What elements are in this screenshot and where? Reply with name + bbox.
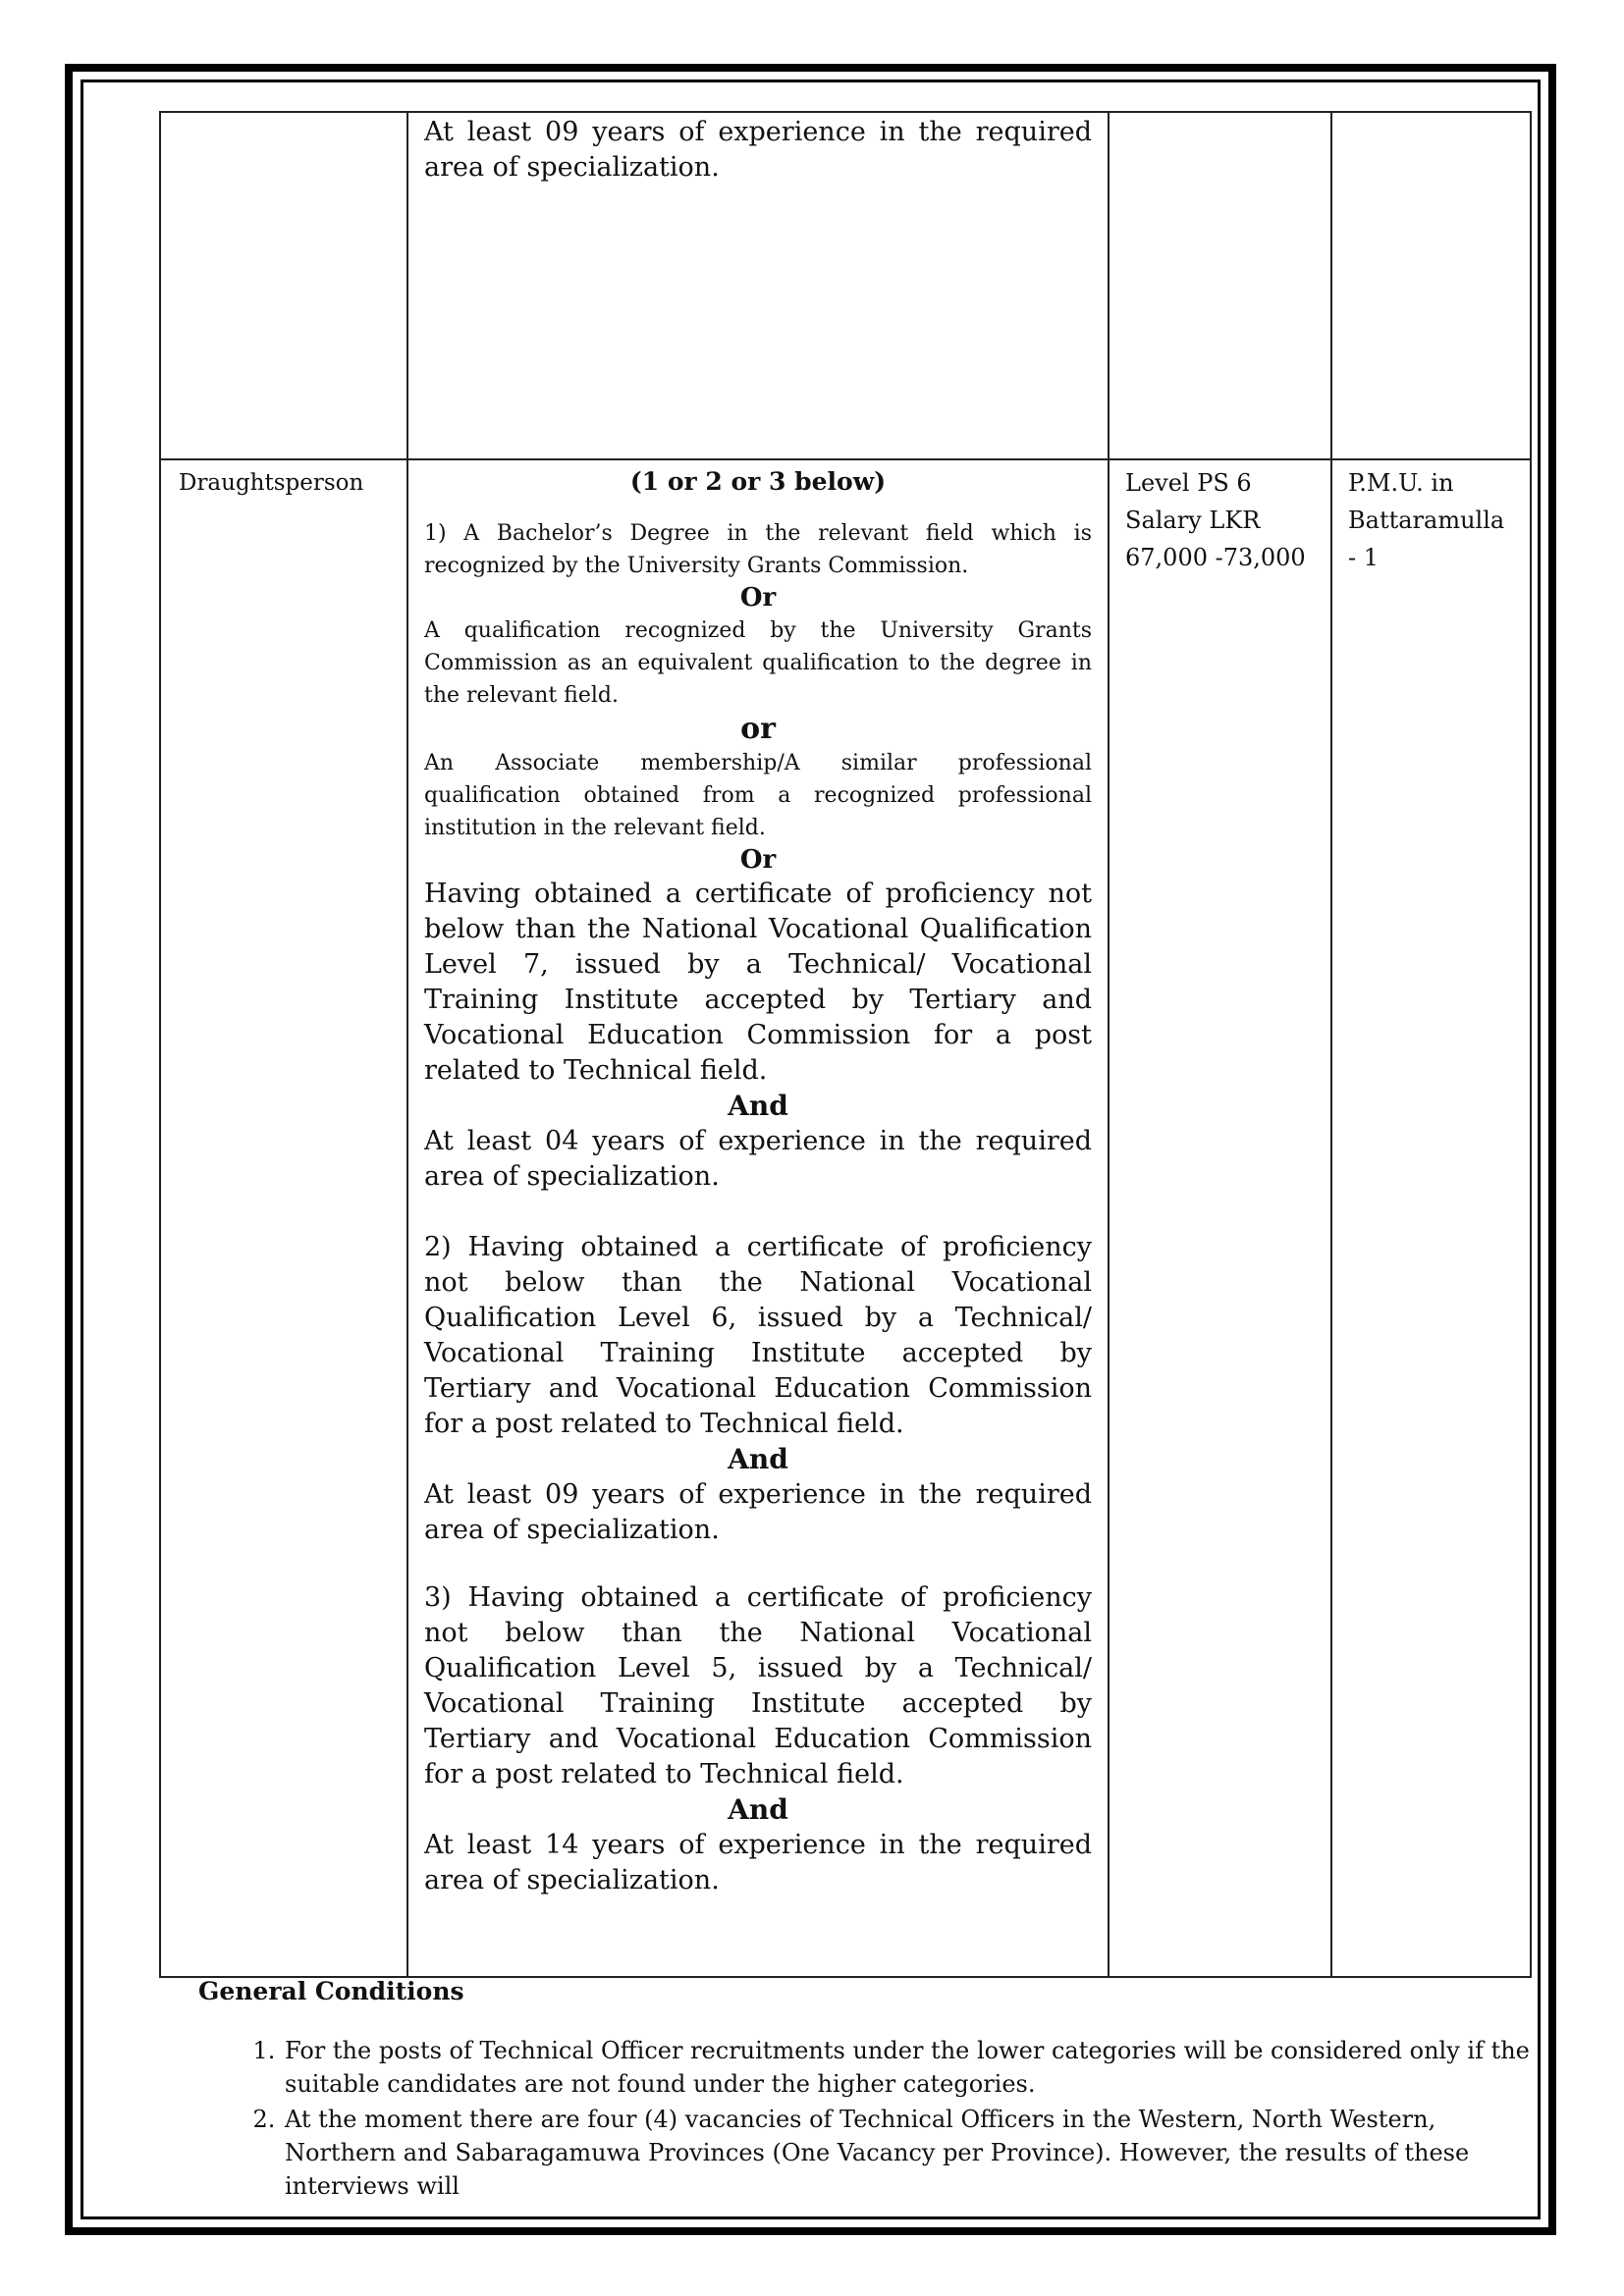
location-line: Battaramulla: [1348, 507, 1505, 534]
associate-membership: An Associate membership/A similar professional qualification obtained from a recognized professional institution in the relevant field.: [424, 751, 1092, 840]
list-item: 1. For the posts of Technical Officer recruitments under the lower categories will be considered only if the suitable candidates are not found under the higher categories.: [283, 2034, 1549, 2101]
experience-requirement: At least 09 years of experience in the required area of specialization.: [424, 117, 1092, 183]
salary-cell-empty: [1109, 112, 1331, 459]
experience-requirement: At least 04 years of experience in the required area of specialization.: [424, 1126, 1092, 1192]
and-separator: And: [728, 1793, 788, 1826]
location-vacancies: - 1: [1348, 544, 1380, 571]
qualification-cell: [407, 112, 1109, 459]
equivalent-qualification: A qualification recognized by the University Grants Commission as an equivalent qualification to the degree in the relevant field.: [424, 618, 1092, 708]
salary-label: Salary LKR: [1125, 507, 1261, 534]
post-cell-empty: [160, 112, 407, 459]
location-cell: [1331, 459, 1531, 1977]
salary-range: 67,000 -73,000: [1125, 544, 1306, 571]
degree-requirement: 1) A Bachelor’s Degree in the relevant field which is recognized by the University Grants Commission.: [424, 521, 1092, 578]
list-item: 2. At the moment there are four (4) vacancies of Technical Officers in the Western, North Western, Northern and Sabaragamuwa Provinces (One Vacancy per Province). However, the results of these interviews will: [283, 2103, 1549, 2203]
nvq-level5-requirement: 3) Having obtained a certificate of proficiency not below than the National Vocational Qualification Level 5, issued by a Technical/ Vocational Training Institute accepted by Tertiary and Vocational Education Commission for a post related to Technical field.: [424, 1582, 1092, 1789]
table-row: [160, 459, 1531, 1977]
experience-requirement: At least 09 years of experience in the required area of specialization.: [424, 1479, 1092, 1545]
general-conditions-list: [234, 2034, 1549, 2205]
qualification-cell: [407, 459, 1109, 1977]
post-cell: [160, 459, 407, 1977]
post-title: Draughtsperson: [179, 470, 364, 496]
location-line: P.M.U. in: [1348, 469, 1454, 497]
requirements-table: [159, 111, 1532, 1978]
and-separator: And: [728, 1443, 788, 1475]
and-separator: And: [728, 1090, 788, 1122]
salary-cell: [1109, 459, 1331, 1977]
or-separator: or: [740, 712, 776, 746]
location-cell-empty: [1331, 112, 1531, 459]
experience-requirement: At least 14 years of experience in the required area of specialization.: [424, 1830, 1092, 1896]
option-header: (1 or 2 or 3 below): [629, 467, 887, 496]
or-separator: Or: [739, 583, 777, 613]
nvq-level6-requirement: 2) Having obtained a certificate of proficiency not below than the National Vocational Qualification Level 6, issued by a Technical/ Vocational Training Institute accepted by Tertiary and Vocational Education Commission for a post related to Technical field.: [424, 1232, 1092, 1439]
table-row: [160, 112, 1531, 459]
general-conditions-title: General Conditions: [198, 1977, 464, 2005]
salary-level: Level PS 6: [1125, 469, 1252, 497]
nvq-level7-requirement: Having obtained a certificate of proficiency not below than the National Vocational Qualification Level 7, issued by a Technical/ Vocational Training Institute accepted by Tertiary and Vocational Education Commission for a post related to Technical field.: [424, 879, 1092, 1086]
or-separator: Or: [739, 845, 777, 875]
